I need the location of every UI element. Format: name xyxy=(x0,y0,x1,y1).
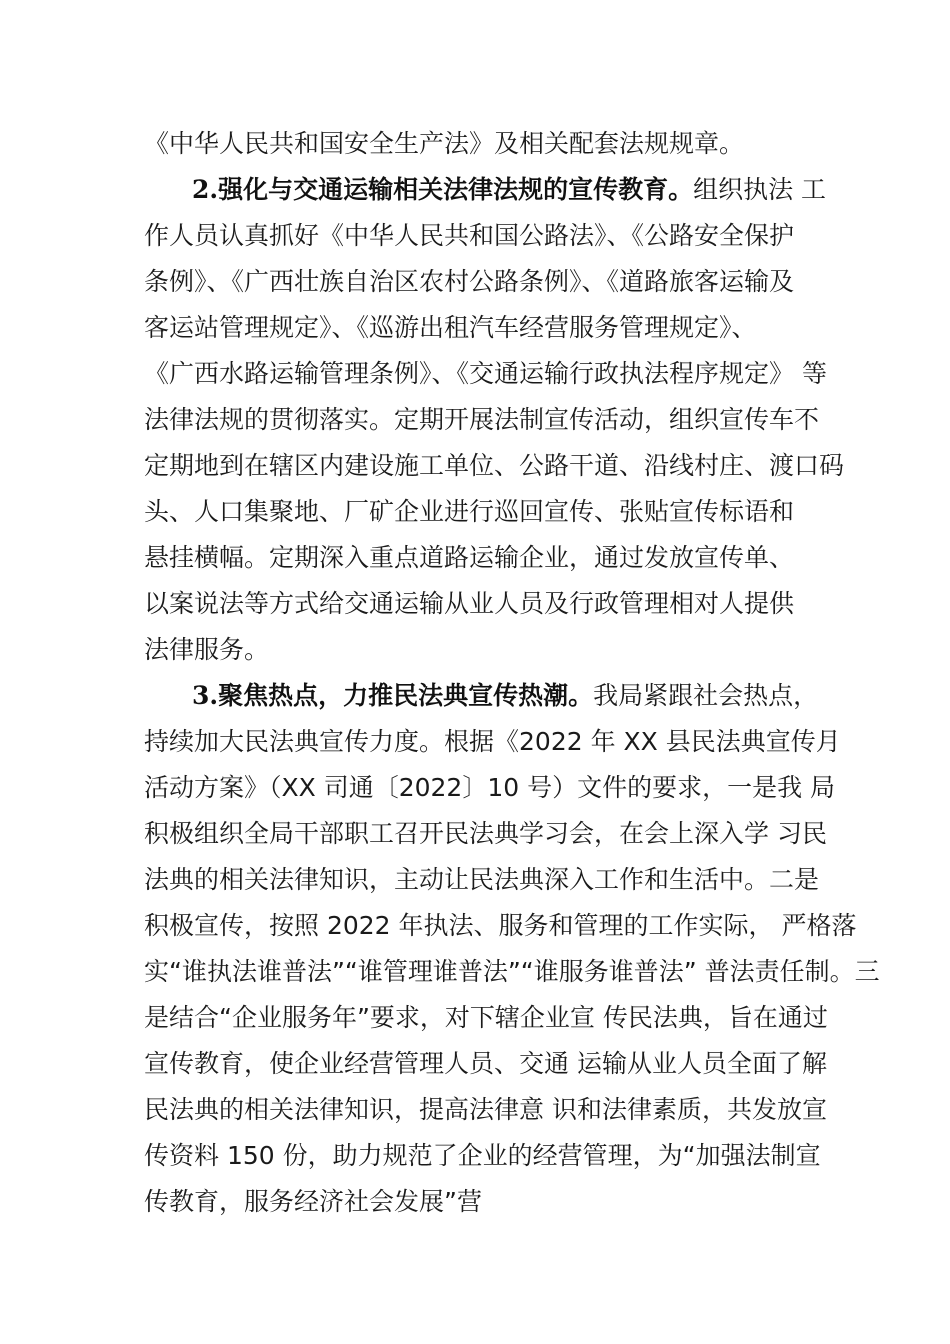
text-line-8: 定期地到在辖区内建设施工单位、公路干道、沿线村庄、渡口码 xyxy=(144,451,845,480)
text-line-4: 条例》、《广西壮族自治区农村公路条例》、《道路旅客运输及 xyxy=(144,267,795,296)
section-heading-2: 2.强化与交通运输相关法律法规的宣传教育。 xyxy=(192,175,694,204)
text-line-18: 积极宣传，按照 2022 年执法、服务和管理的工作实际， 严格落 xyxy=(144,911,857,940)
text-line-15: 活动方案》（XX 司通〔2022〕10 号）文件的要求，一是我 局 xyxy=(144,773,836,802)
text-line-22: 民法典的相关法律知识，提高法律意 识和法律素质，共发放宣 xyxy=(144,1095,827,1124)
text-line-7: 法律法规的贯彻落实。定期开展法制宣传活动，组织宣传车不 xyxy=(144,405,820,434)
text-line-16: 积极组织全局干部职工召开民法典学习会，在会上深入学 习民 xyxy=(144,819,827,848)
text-line-14: 持续加大民法典宣传力度。根据《2022 年 XX 县民法典宣传月 xyxy=(144,727,841,756)
text-line-10: 悬挂横幅。定期深入重点道路运输企业，通过发放宣传单、 xyxy=(144,543,795,572)
text-line-17: 法典的相关法律知识，主动让民法典深入工作和生活中。二是 xyxy=(144,865,820,894)
text-line-2 xyxy=(192,170,826,210)
text-line-2-rest: 组织执法 工 xyxy=(693,175,827,204)
text-line-23: 传资料 150 份，助力规范了企业的经营管理，为“加强法制宣 xyxy=(144,1141,821,1170)
text-line-19: 实“谁执法谁普法”“谁管理谁普法”“谁服务谁普法” 普法责任制。三 xyxy=(144,957,880,986)
text-line-3: 作人员认真抓好《中华人民共和国公路法》、《公路安全保护 xyxy=(144,221,795,250)
text-line-12: 法律服务。 xyxy=(144,635,270,664)
text-line-20: 是结合“企业服务年”要求，对下辖企业宣 传民法典，旨在通过 xyxy=(144,1003,828,1032)
text-line-11: 以案说法等方式给交通运输从业人员及行政管理相对人提供 xyxy=(144,589,795,618)
text-line-5: 客运站管理规定》、《巡游出租汽车经营服务管理规定》、 xyxy=(144,313,757,342)
text-line-9: 头、人口集聚地、厂矿企业进行巡回宣传、张贴宣传标语和 xyxy=(144,497,795,526)
text-line-1: 《中华人民共和国安全生产法》及相关配套法规规章。 xyxy=(144,129,745,158)
text-line-21: 宣传教育，使企业经营管理人员、交通 运输从业人员全面了解 xyxy=(144,1049,827,1078)
section-heading-3: 3.聚焦热点，力推民法典宣传热潮。 xyxy=(192,681,594,710)
text-line-6: 《广西水路运输管理条例》、《交通运输行政执法程序规定》 等 xyxy=(144,359,827,388)
text-line-24: 传教育，服务经济社会发展”营 xyxy=(144,1187,482,1216)
text-line-13 xyxy=(192,676,818,716)
text-line-13-rest: 我局紧跟社会热点， xyxy=(593,681,819,710)
